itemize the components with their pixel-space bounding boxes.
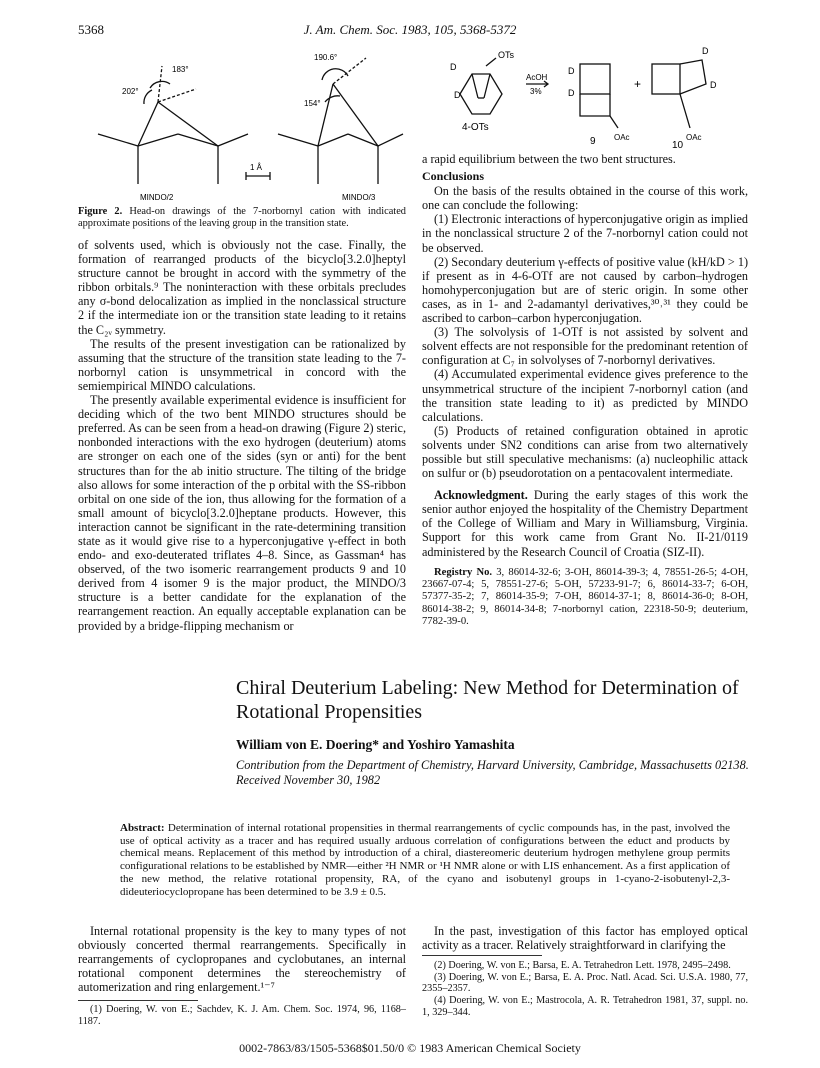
footnotes-left — [78, 1004, 406, 1027]
mindo3-label: MINDO/3 — [342, 193, 376, 202]
conclusion-intro: On the basis of the results obtained in the course of this work, one can conclude the following: — [422, 184, 748, 213]
angle-154-label: 154° — [304, 99, 321, 108]
conclusion-2: (2) Secondary deuterium γ-effects of positive value (kH/kD > 1) if present as in 4-6-OTf are not caused by carbon–hydrogen homohyperconjugation but are of steric origin. In some other cases, as in 1- and 2-adamantyl derivatives,³⁰˒³¹ they could be ascribed to carbon–carbon hyperconjugation. — [422, 254, 748, 326]
figure-2-caption-text: Head-on drawings of the 7-norbornyl cation with indicated approximate positions of the leaving group in the transition state. — [78, 206, 406, 229]
article-authors: William von E. Doering* and Yoshiro Yamashita — [236, 737, 515, 752]
acknowledgment — [422, 488, 748, 558]
oac-label-9: OAc — [614, 133, 630, 142]
conclusion-1: (1) Electronic interactions of hyperconjugative origin as implied in the nonclassical structure 2 of the 7-norbornyl cation could not be observed. — [422, 212, 748, 255]
journal-citation: J. Am. Chem. Soc. 1983, 105, 5368-5372 — [303, 22, 517, 37]
left-paragraph-1: of solvents used, which is obviously not the case. Finally, the formation of rearranged products of the bicyclo[3.2.0]heptyl structure cannot be brought in accord with the symmetry of the ribbon orbitals.⁹ The noninteraction with these orbitals precludes any σ-bond delocalization as implied in the nonclassical structure 2 if the intermediate ion or the transition state leading to it retains the C₂ᵥ symmetry. — [78, 238, 406, 337]
running-header — [0, 14, 820, 37]
d-label-3: D — [568, 66, 575, 76]
footnote-rule-right — [422, 955, 542, 956]
figure-2-caption — [78, 206, 406, 230]
left-paragraph-3: The presently available experimental evidence is insufficient for deciding which of the two bent MINDO structures should be preferred. As can be seen from a head-on drawing (Figure 2) steric, nonbonded interactions with the exo hydrogen (deuterium) atoms are stronger on each one of the sides (syn or anti) for the bent structures than for the ab initio structure. The tilting of the bridge also allows for some interaction of the p orbital with the SS-ribbon orbital on one side of the ion, thus allowing for the formation of a small amount of bicyclo[3.2.0]heptane products. However, this interaction cannot be significant in the rate-determining transition state as it would give rise to a hyperconjugative γ-effect in both endo- and exo-deuterated triflates 4–8. Since, as Gassman⁴ has observed, of the two isomeric rearrangement products 9 and 10 derived from 4 isomer 9 is the major product, the MINDO/3 structure is a better candidate for the explanation of the rearrangement reaction. An equally acceptable explanation can be provided by a bridge-flipping mechanism or — [78, 393, 406, 633]
compound-9-number: 9 — [590, 136, 596, 147]
reaction-scheme — [440, 44, 740, 149]
conclusion-4: (4) Accumulated experimental evidence gives preference to the unsymmetrical structure of the incipient 7-norbornyl cation (and the transition state leading to it) as predicted by MINDO calculations. — [422, 367, 748, 424]
compound-10-number: 10 — [672, 140, 684, 149]
abstract-text: Determination of internal rotational propensities in thermal rearrangements of cyclic compounds has, in the past, involved the use of optical activity as a tracer and has required usually arduous correlation of configurations between the educt and products by chemical means. Replacement of this method by introduction of a chiral, diastereomeric deuterium hydrogen methylene group permits configurational relations to be established by NMR—either ²H NMR or ¹H NMR alone or with LIS enhancement. As a first application of the new method, the relative rotational propensity, RA, of the cyano and isobutenyl groups in 1-cyano-2-isobutenyl-2,3-dideuteriocyclopropane has been determined to be 3.9 ± 0.5. — [120, 822, 730, 898]
left-column — [78, 206, 406, 633]
oac-label-10: OAc — [686, 133, 702, 142]
footnote-1: (1) Doering, W. von E.; Sachdev, K. J. Am. Chem. Soc. 1974, 96, 1168–1187. — [78, 1004, 406, 1027]
abstract — [120, 822, 730, 898]
d-label-1: D — [450, 62, 457, 72]
d-label-5: D — [702, 46, 709, 56]
reagent-bottom: 3% — [530, 87, 542, 96]
registry-heading: Registry No. — [434, 566, 493, 578]
right-paragraph-0: a rapid equilibrium between the two bent structures. — [422, 152, 676, 166]
ots-label: OTs — [498, 50, 515, 60]
footnotes-right — [422, 960, 748, 1019]
angle-183-label: 183° — [172, 65, 189, 74]
footnote-2: (2) Doering, W. von E.; Barsa, E. A. Tetrahedron Lett. 1978, 2495–2498. — [434, 960, 731, 971]
right-column — [422, 152, 748, 629]
intro-right-paragraph: In the past, investigation of this factor has employed optical activity as a tracer. Relatively straightforward in clarifying the — [422, 924, 748, 953]
intro-left-paragraph: Internal rotational propensity is the key to many types of not obviously concerted thermal rearrangements. Specifically in rearrangements of cyclopropanes and cyclobutanes, an internal rotational component determines the stereochemistry of automerization and ring enlargement.¹⁻⁷ — [78, 924, 406, 995]
article-title: Chiral Deuterium Labeling: New Method for Determination of Rotational Propensities — [236, 677, 739, 723]
intro-right-column — [422, 924, 748, 952]
figure-2-caption-label: Figure 2. — [78, 206, 123, 217]
compound-4ots-label: 4-OTs — [462, 122, 489, 133]
page-number: 5368 — [78, 22, 104, 37]
abstract-heading: Abstract: — [120, 822, 165, 834]
angle-190-label: 190.6° — [314, 53, 338, 62]
left-paragraph-2: The results of the present investigation can be rationalized by assuming that the structure of the transition state leading to the 7-norbornyl cation is unsymmetrical in concord with the semiempirical MINDO calculations. — [78, 336, 406, 393]
registry-numbers — [422, 567, 748, 629]
conclusion-3: (3) The solvolysis of 1-OTf is not assisted by solvent and solvent effects are not responsible for the predominant retention of configuration at C₇ in solvolyses of 7-norbornyl derivatives. — [422, 325, 748, 368]
conclusions-heading: Conclusions — [422, 169, 485, 184]
plus-sign: + — [634, 77, 642, 91]
reagent-top: AcOH — [526, 73, 548, 82]
article-contribution: Contribution from the Department of Chemistry, Harvard University, Cambridge, Massachusetts 02138. Received November 30, 1982 — [236, 758, 749, 787]
registry-text: 3, 86014-32-6; 3-OH, 86014-39-3; 4, 78551-26-5; 4-OH, 23667-07-4; 5, 78551-27-6; 5-OH, 57233-91-7; 6, 86014-33-7; 6-OH, 57377-35-2; 7, 86014-35-9; 7-OH, 86014-37-1; 8, 86014-36-0; 8-OH, 86014-38-2; 9, 86014-34-8; 7-norbornyl cation, 22318-50-9; deuterium, 7782-39-0. — [422, 566, 748, 628]
intro-left-column — [78, 924, 406, 994]
acknowledgment-heading: Acknowledgment. — [434, 488, 528, 503]
footnote-4: (4) Doering, W. von E.; Mastrocola, A. R. Tetrahedron 1981, 37, suppl. no. 1, 329–344. — [422, 995, 748, 1018]
acknowledgment-text: During the early stages of this work the senior author enjoyed the hospitality of the Chemistry Department of the College of William and Mary in Williamsburg, Virginia. Support for this work came from Grant No. II-21/0119 administered by the Research Council of Croatia (SIZ-II). — [422, 488, 748, 559]
footnote-rule-left — [78, 1000, 198, 1001]
d-label-4: D — [568, 88, 575, 98]
footnote-3: (3) Doering, W. von E.; Barsa, E. A. Proc. Natl. Acad. Sci. U.S.A. 1980, 77, 2355–2357. — [422, 971, 748, 995]
d-label-6: D — [710, 80, 717, 90]
mindo2-label: MINDO/2 — [140, 193, 174, 202]
figure-2-drawings — [78, 44, 408, 204]
conclusion-5: (5) Products of retained configuration obtained in aprotic solvents under SN2 conditions can arise from two alternatively possible but still speculative mechanisms: (a) nucleophilic attack on sulfur or (b) pseudorotation on a pentacovalent intermediate. — [422, 423, 748, 481]
scale-label: 1 Å — [250, 163, 263, 172]
angle-202-label: 202° — [122, 87, 139, 96]
d-label-2: D — [454, 90, 461, 100]
page-footer: 0002-7863/83/1505-5368$01.50/0 © 1983 American Chemical Society — [239, 1041, 581, 1055]
